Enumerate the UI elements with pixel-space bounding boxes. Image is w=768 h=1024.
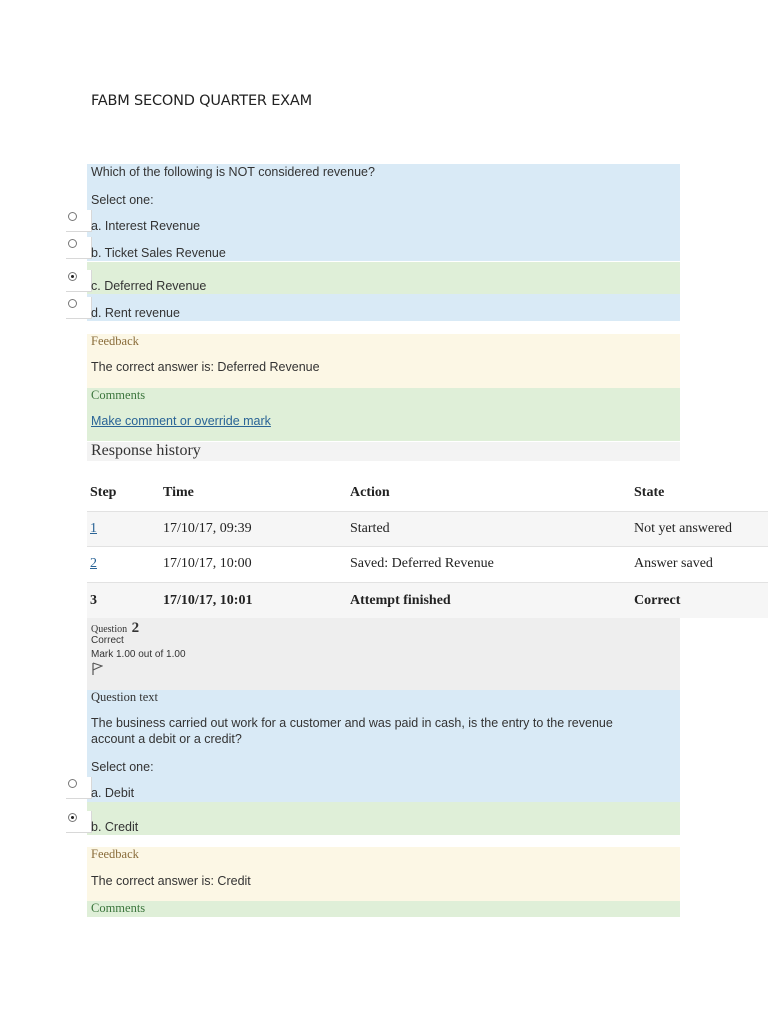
q1-select-one-label: Select one: [91,193,154,207]
flag-icon[interactable] [91,662,103,681]
q2-question-line-1: The business carried out work for a customer and was paid in cash, is the entry to the revenue [91,716,613,730]
header-step: Step [90,484,117,500]
table-row [87,511,768,546]
row-action: Saved: Deferred Revenue [350,556,494,571]
header-time: Time [163,484,194,500]
q1-feedback-label: Feedback [91,334,139,348]
q2-option-a-radio[interactable] [66,777,92,799]
step-1-link[interactable]: 1 [90,521,97,536]
q1-comments-label: Comments [91,388,146,402]
row-time: 17/10/17, 10:01 [163,592,253,608]
q2-status: Correct [91,635,124,646]
header-action: Action [350,484,390,500]
q1-question-text: Which of the following is NOT considered revenue? [91,165,375,179]
q2-comments-label: Comments [91,901,146,915]
row-action: Started [350,521,390,536]
q2-feedback-text: The correct answer is: Credit [91,874,251,888]
q1-option-b-label[interactable]: b. Ticket Sales Revenue [91,246,226,260]
header-state: State [634,484,665,500]
response-history-title: Response history [91,442,201,459]
q2-option-a-label[interactable]: a. Debit [91,786,135,800]
row-state: Not yet answered [634,521,732,536]
q1-option-b-radio[interactable] [66,237,92,259]
row-time: 17/10/17, 09:39 [163,521,252,536]
q2-feedback-label: Feedback [91,847,139,861]
step-2-link[interactable]: 2 [90,556,97,571]
q2-option-b-label[interactable]: b. Credit [91,820,139,834]
q1-option-a-radio[interactable] [66,210,92,232]
q2-option-b-radio[interactable] [66,811,92,833]
row-time: 17/10/17, 10:00 [163,556,252,571]
q1-option-a-label[interactable]: a. Interest Revenue [91,219,201,233]
q2-formulation [87,690,680,802]
history-header-row [87,475,768,510]
q2-comments-box [87,901,680,917]
q1-option-d-label[interactable]: d. Rent revenue [91,306,180,320]
row-state: Answer saved [634,556,713,571]
row-step: 3 [90,592,97,608]
row-action: Attempt finished [350,592,451,608]
table-row-current [87,582,768,618]
q1-feedback-text: The correct answer is: Deferred Revenue [91,360,320,374]
make-comment-link[interactable]: Make comment or override mark [91,414,271,428]
page-title: FABM SECOND QUARTER EXAM [91,93,312,109]
question-number: 2 [131,620,140,636]
q2-mark: Mark 1.00 out of 1.00 [91,649,186,660]
q2-option-b-row [87,802,680,835]
q1-option-c-label[interactable]: c. Deferred Revenue [91,279,207,293]
q2-question-text-label: Question text [91,690,159,704]
row-state: Correct [634,592,681,608]
q2-select-one-label: Select one: [91,760,154,774]
question-word: Question [91,624,128,635]
q1-option-d-radio[interactable] [66,297,92,319]
table-row [87,546,768,581]
q1-option-c-radio[interactable] [66,270,92,292]
q2-question-line-2: account a debit or a credit? [91,732,242,746]
